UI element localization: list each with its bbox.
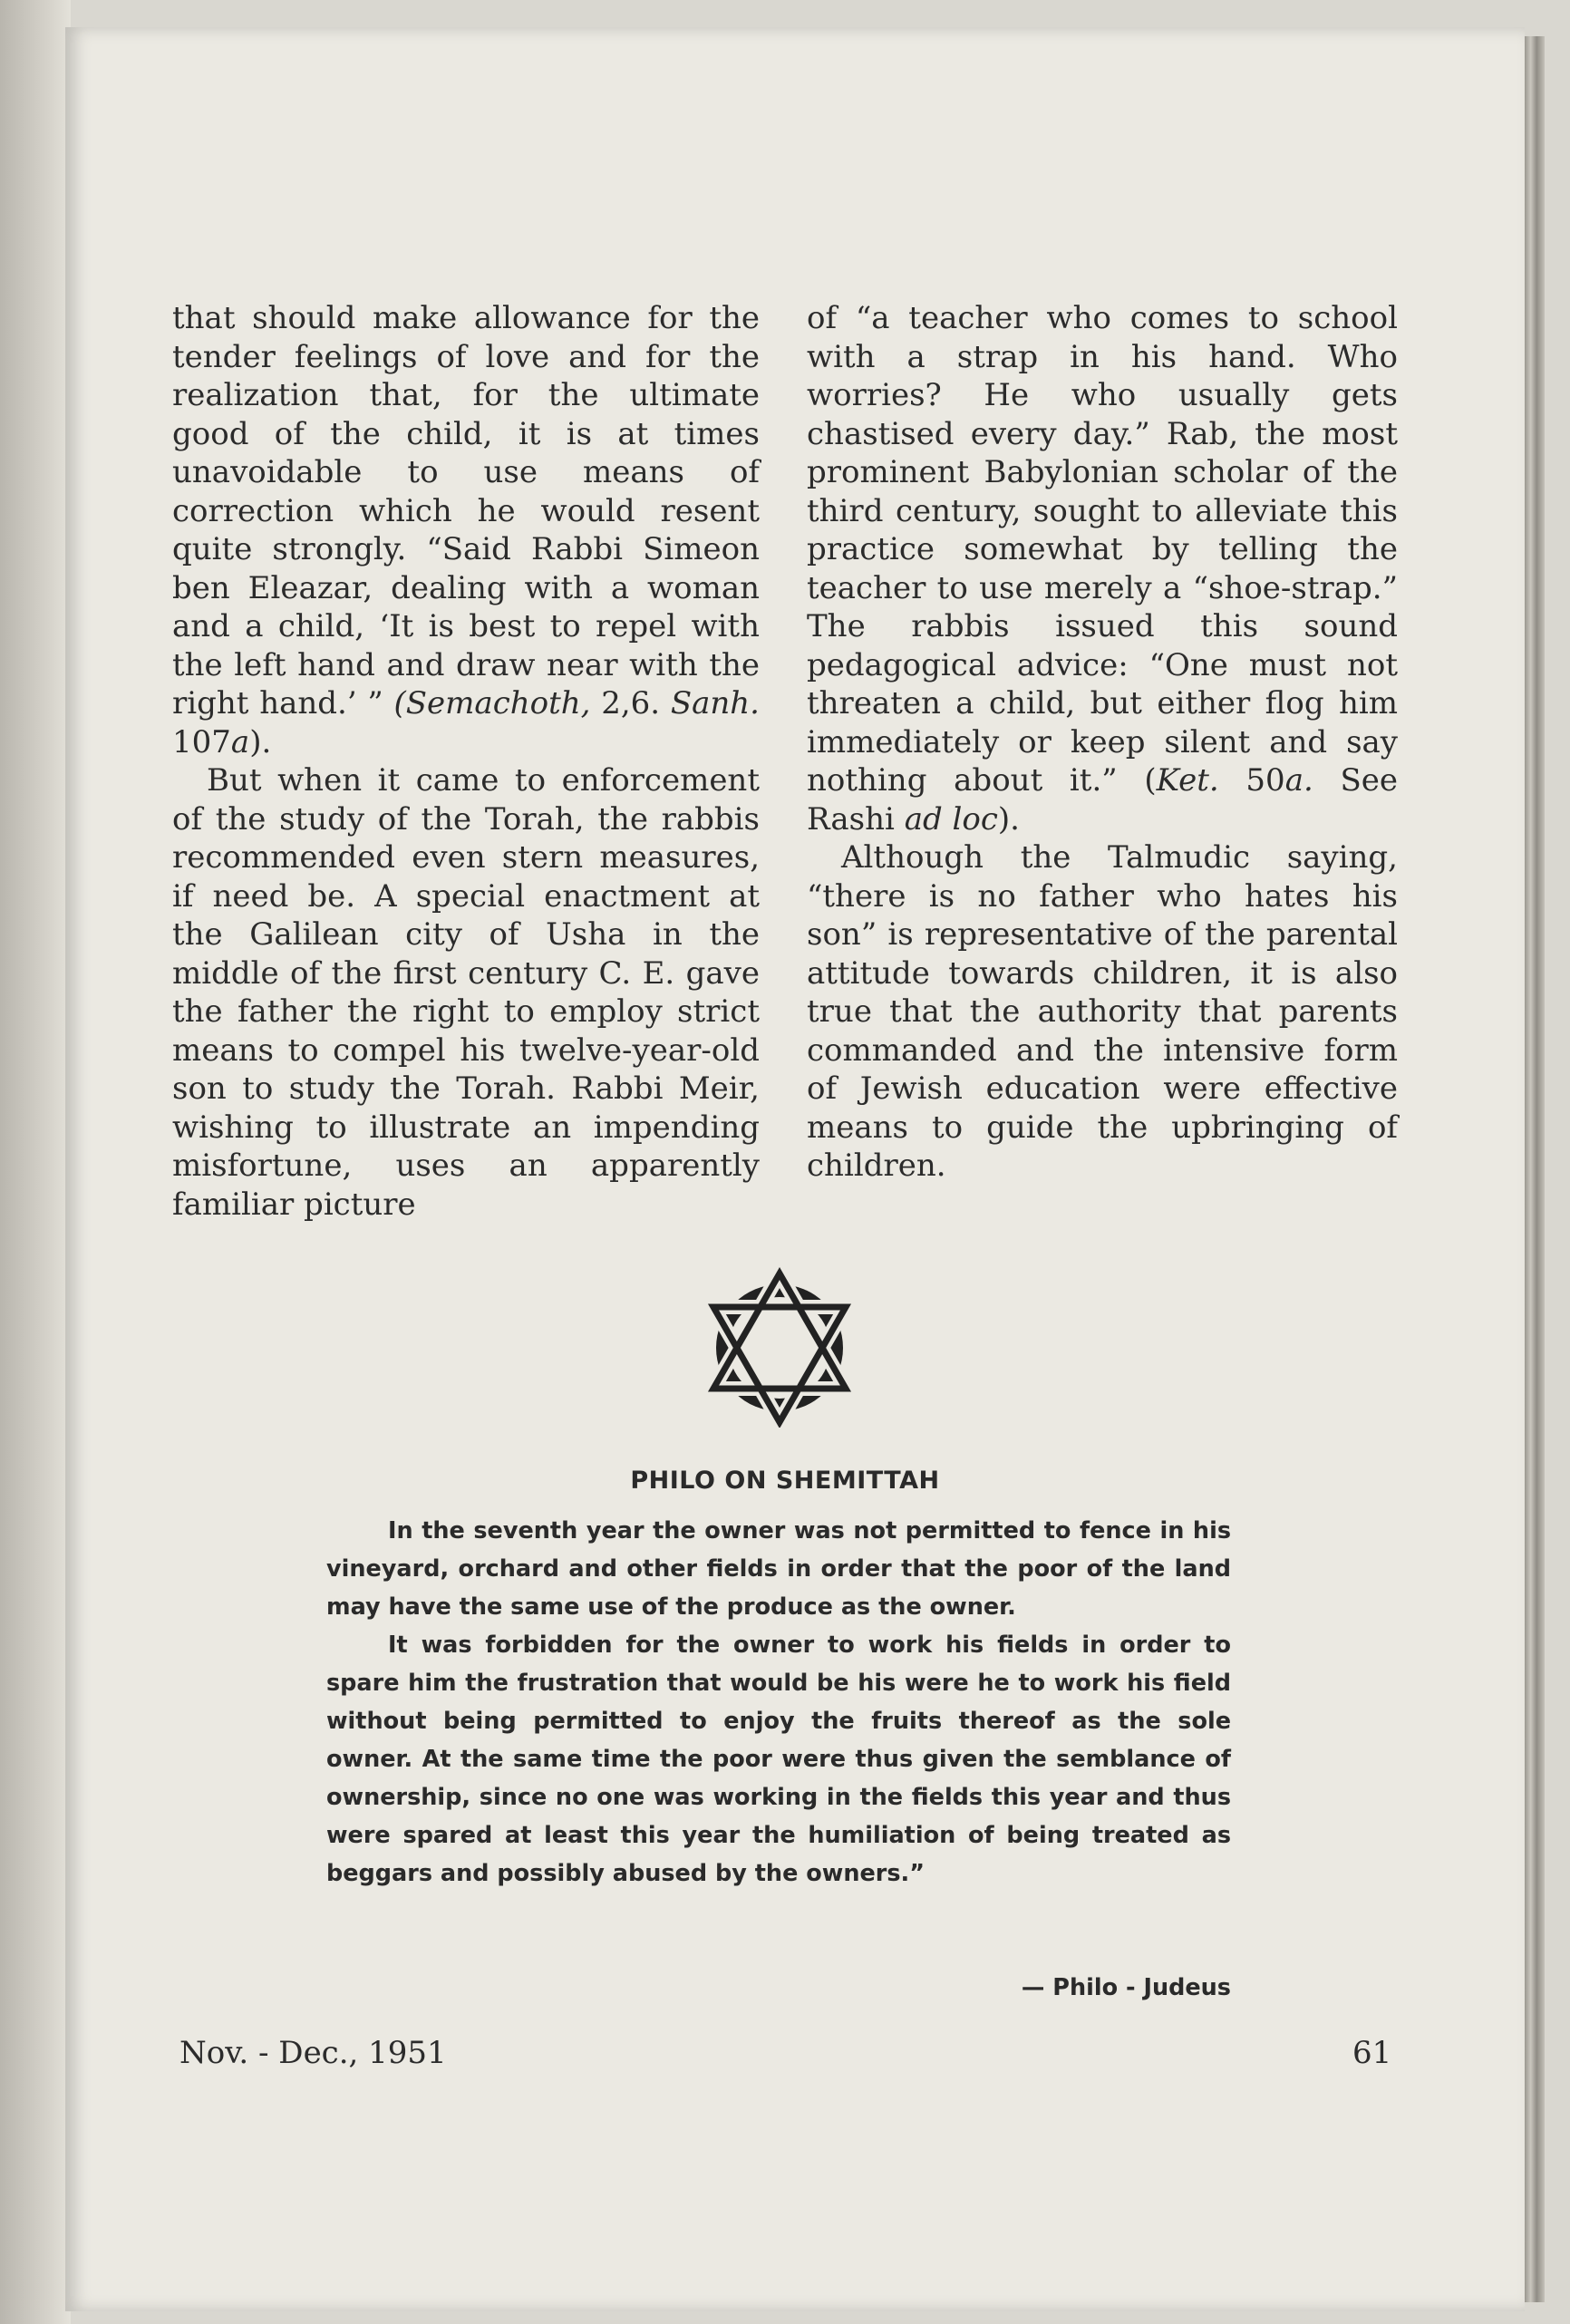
boxed-quote (326, 1512, 1231, 1893)
left-paragraph-2: But when it came to enforcement of the study of the Torah, the rabbis recommended even stern measures, if need be. A special enactment at the Galilean city of Usha in the middle of the first century C. E. gave the father the right to employ strict means to compel his twelve-year-old son to study the Torah. Rabbi Meir, wishing to illustrate an impending misfortune, uses an apparently familiar picture (172, 762, 760, 1223)
right-column (807, 299, 1398, 1186)
right-paragraph-1: of “a teacher who comes to school with a strap in his hand. Who worries? He who usually gets chastised every day.” Rab, the most prominent Babylonian scholar of the third century, sought to alleviate this practice somewhat by telling the teacher to use merely a “shoe-strap.” The rabbis issued this sound pedagogical advice: “One must not threaten a child, but either flog him immediately or keep silent and say nothing about it.” (Ket. 50a. See Rashi ad loc). (807, 300, 1398, 838)
star-of-david-icon (703, 1264, 857, 1428)
citation-semachoth: (Semachoth, (393, 685, 591, 721)
boxed-quote-paragraph-2: It was forbidden for the owner to work his fields in order to spare him the frustration that would be his were he to work his field without being permitted to enjoy the fruits thereof as the sole owner. At the same time the poor were thus given the semblance of ownership, since no one was working in the fields this year and thus were spared at least this year the humiliation of being treated as beggars and possibly abused by the owners.” (326, 1632, 1231, 1887)
citation-ket: Ket. (1156, 762, 1219, 799)
footer-date: Nov. - Dec., 1951 (179, 2035, 447, 2071)
right-paragraph-2: Although the Talmudic saying, “there is no father who hates his son” is representative of the parental attitude towards children, it is also true that the authority that parents commanded and the intensive form of Jewish education were effective means to guide the upbringing of children. (807, 839, 1398, 1184)
boxed-quote-title: PHILO ON SHEMITTAH (630, 1467, 940, 1495)
citation-ad-loc: ad loc (904, 800, 998, 838)
citation-sanh: Sanh. (670, 685, 760, 721)
book-spine-shadow (0, 0, 71, 2324)
boxed-quote-attribution: — Philo - Judeus (1021, 1974, 1231, 2001)
left-column (172, 299, 760, 1224)
boxed-quote-paragraph-1: In the seventh year the owner was not permitted to fence in his vineyard, orchard and other fields in order that the poor of the land may have the same use of the produce as the owner. (326, 1517, 1231, 1621)
page-number: 61 (1352, 2035, 1392, 2071)
page-edge (1525, 36, 1545, 2302)
left-paragraph-1: that should make allowance for the tender feelings of love and for the realization that, for the ultimate good of the child, it is at times unavoidable to use means of correction which he would resent quite strongly. “Said Rabbi Simeon ben Eleazar, dealing with a woman and a child, ‘It is best to repel with the left hand and draw near with the right hand.’ ” (Semachoth, 2,6. Sanh. 107a). (172, 300, 760, 760)
